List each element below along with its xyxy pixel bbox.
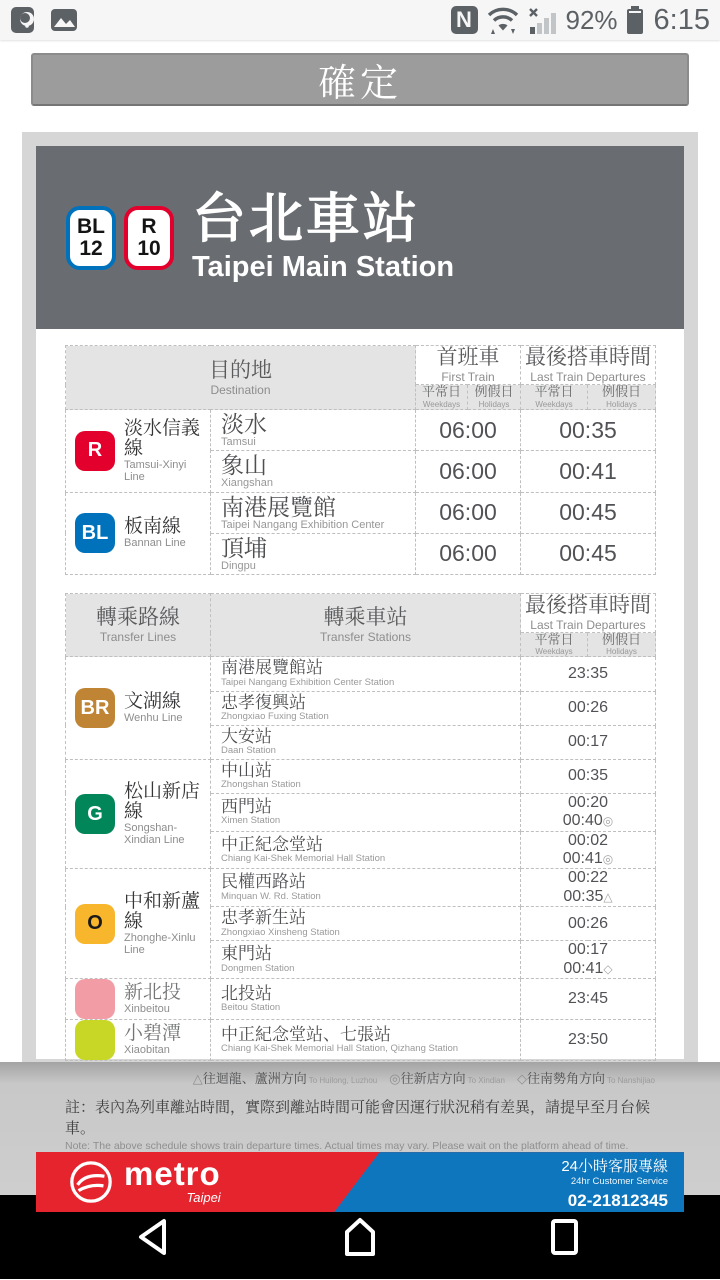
transfer-station-cell: 東門站 Dongmen Station xyxy=(211,941,521,979)
departure-row xyxy=(66,410,656,451)
first-train-time: 06:00 xyxy=(416,451,521,492)
line-badge: O xyxy=(75,904,115,944)
schedule-note xyxy=(65,1096,655,1152)
line-badge xyxy=(75,1020,115,1060)
station-card xyxy=(22,132,698,1210)
wifi-icon xyxy=(486,5,520,35)
transfer-table xyxy=(65,593,656,1061)
station-code-badges xyxy=(66,206,174,270)
battery-percent: 92% xyxy=(565,4,618,35)
transfer-row xyxy=(66,657,656,691)
transfer-line-cell xyxy=(66,979,211,1020)
legend-item: ◎往新店方向 To Xindian xyxy=(389,1071,505,1087)
station-code-badge-r10: R 10 xyxy=(124,206,174,270)
transfer-station-cell: 忠孝新生站 Zhongxiao Xinsheng Station xyxy=(211,907,521,941)
transfer-row xyxy=(66,759,656,793)
line-name-zh: 板南線 xyxy=(124,516,182,538)
last-train-times: 00:17 xyxy=(521,725,656,759)
note-zh: 註：表內為列車離站時間，實際到離站時間可能會因運行狀況稍有差異，請提早至月台候車。 xyxy=(65,1099,651,1138)
transfer-line-cell xyxy=(66,869,211,979)
line-name-zh: 中和新蘆線 xyxy=(124,890,201,932)
departure-row xyxy=(66,492,656,533)
last-train-header: 最後搭車時間 Last Train Departures xyxy=(521,594,656,633)
no-signal-icon xyxy=(528,5,558,35)
transfer-station-cell: 民權西路站 Minquan W. Rd. Station xyxy=(211,869,521,907)
last-train-time: 00:45 xyxy=(521,492,656,533)
last-train-times: 00:20 00:40◎ xyxy=(521,793,656,831)
nfc-icon: N xyxy=(451,6,478,34)
last-train-time: 00:45 xyxy=(521,533,656,574)
last-train-header: 最後搭車時間 Last Train Departures xyxy=(521,346,656,385)
last-train-times: 23:50 xyxy=(521,1020,656,1061)
line-name-en: Xiaobitan xyxy=(124,1044,170,1057)
direction-legend xyxy=(65,1068,655,1087)
line-badge: BL xyxy=(75,513,115,553)
metro-logo-word: metro xyxy=(124,1155,221,1193)
home-button[interactable] xyxy=(334,1211,386,1263)
transfer-station-cell: 大安站 Daan Station xyxy=(211,725,521,759)
line-badge xyxy=(75,979,115,1019)
line-name-zh: 文湖線 xyxy=(124,691,182,713)
back-icon xyxy=(132,1213,180,1261)
last-train-time: 00:41 xyxy=(521,451,656,492)
station-title-zh: 台北車站 xyxy=(192,189,420,250)
last-train-times: 00:22 00:35△ xyxy=(521,869,656,907)
last-train-times: 00:26 xyxy=(521,907,656,941)
transfer-row xyxy=(66,1020,656,1061)
note-en: Note: The above schedule shows train departure times. Actual times may vary. Please wait on the platform ahead of time. xyxy=(65,1140,629,1153)
first-train-time: 06:00 xyxy=(416,533,521,574)
transfer-line-cell xyxy=(66,759,211,869)
gallery-notification-icon xyxy=(50,6,78,34)
transfer-station-cell: 忠孝復興站 Zhongxiao Fuxing Station xyxy=(211,691,521,725)
transfer-station-cell: 南港展覽館站 Taipei Nangang Exhibition Center Station xyxy=(211,657,521,691)
station-code-badge-bl12: BL 12 xyxy=(66,206,116,270)
day-subheader: 例假日 Holidays xyxy=(588,385,656,410)
last-train-times: 00:35 xyxy=(521,759,656,793)
back-button[interactable] xyxy=(130,1211,182,1263)
transfer-station-cell: 中正紀念堂站 Chiang Kai-Shek Memorial Hall Station xyxy=(211,831,521,869)
card-header xyxy=(36,146,684,329)
direction-symbol: △ xyxy=(192,1071,203,1087)
last-train-time: 00:35 xyxy=(521,410,656,451)
customer-service-phone: 02-21812345 xyxy=(567,1190,668,1210)
line-name-en: Bannan Line xyxy=(124,537,186,550)
last-train-times: 23:35 xyxy=(521,657,656,691)
destination-header: 目的地 Destination xyxy=(66,346,416,410)
last-train-times: 23:45 xyxy=(521,979,656,1020)
day-subheader: 平常日 Weekdays xyxy=(521,385,588,410)
first-train-time: 06:00 xyxy=(416,492,521,533)
destination-cell: 淡水 Tamsui xyxy=(211,410,416,451)
line-badge: G xyxy=(75,794,115,834)
last-train-times: 00:26 xyxy=(521,691,656,725)
card-body xyxy=(36,329,684,1212)
transfer-station-cell: 北投站 Beitou Station xyxy=(211,979,521,1020)
customer-service-zh: 24小時客服專線 xyxy=(561,1158,668,1176)
station-title-en: Taipei Main Station xyxy=(192,250,455,283)
recents-icon xyxy=(540,1213,588,1261)
last-train-times: 00:17 00:41◇ xyxy=(521,941,656,979)
line-name-en: Songshan-Xindian Line xyxy=(124,822,185,847)
metro-logo xyxy=(68,1155,221,1206)
transfer-station-cell: 西門站 Ximen Station xyxy=(211,793,521,831)
line-badge: BR xyxy=(75,688,115,728)
screenshot-notification-icon xyxy=(10,6,38,34)
home-icon xyxy=(336,1213,384,1261)
line-name-zh: 小碧潭 xyxy=(124,1023,182,1045)
day-subheader: 例假日 Holidays xyxy=(468,385,521,410)
line-name-en: Zhonghe-Xinlu Line xyxy=(124,931,196,956)
customer-service-en: 24hr Customer Service xyxy=(570,1175,668,1187)
day-subheader: 平常日 Weekdays xyxy=(521,633,588,657)
line-name-zh: 新北投 xyxy=(124,982,182,1004)
transfer-lines-header: 轉乘路線 Transfer Lines xyxy=(66,594,211,657)
destination-cell: 象山 Xiangshan xyxy=(211,451,416,492)
last-train-times: 00:02 00:41◎ xyxy=(521,831,656,869)
transfer-station-cell: 中山站 Zhongshan Station xyxy=(211,759,521,793)
metro-logo-sub: Taipei xyxy=(186,1190,221,1206)
transfer-station-cell: 中正紀念堂站、七張站 Chiang Kai-Shek Memorial Hall Station, Qizhang Station xyxy=(211,1020,521,1061)
line-badge: R xyxy=(75,431,115,471)
line-name-en: Xinbeitou xyxy=(124,1003,170,1016)
day-subheader: 例假日 Holidays xyxy=(588,633,656,657)
day-subheader: 平常日 Weekdays xyxy=(416,385,468,410)
line-name-en: Wenhu Line xyxy=(124,712,183,725)
transfer-line-cell xyxy=(66,1020,211,1061)
confirm-button[interactable]: 確定 xyxy=(31,53,689,106)
battery-icon xyxy=(626,5,644,35)
first-train-time: 06:00 xyxy=(416,410,521,451)
line-cell xyxy=(66,410,211,492)
line-cell xyxy=(66,492,211,574)
departure-table xyxy=(65,345,656,575)
line-name-zh: 松山新店線 xyxy=(124,781,201,823)
status-bar xyxy=(0,0,720,40)
destination-cell: 南港展覽館 Taipei Nangang Exhibition Center xyxy=(211,492,416,533)
recents-button[interactable] xyxy=(538,1211,590,1263)
transfer-line-cell xyxy=(66,657,211,759)
notification-area xyxy=(10,6,78,34)
transfer-row xyxy=(66,869,656,907)
transfer-stations-header: 轉乘車站 Transfer Stations xyxy=(211,594,521,657)
line-name-zh: 淡水信義線 xyxy=(124,417,201,459)
direction-symbol: ◎ xyxy=(389,1071,401,1087)
direction-symbol: ◇ xyxy=(516,1071,527,1087)
metro-footer xyxy=(36,1152,684,1212)
clock: 6:15 xyxy=(653,3,710,36)
metro-logo-icon xyxy=(68,1159,114,1205)
transfer-row xyxy=(66,979,656,1020)
customer-service xyxy=(561,1159,668,1211)
legend-item: ◇往南勢角方向 To Nanshijiao xyxy=(516,1071,655,1087)
first-train-header: 首班車 First Train xyxy=(416,346,521,385)
legend-item: △往迴龍、蘆洲方向 To Huilong, Luzhou xyxy=(192,1071,378,1087)
line-name-en: Tamsui-Xinyi Line xyxy=(124,458,187,483)
destination-cell: 頂埔 Dingpu xyxy=(211,533,416,574)
